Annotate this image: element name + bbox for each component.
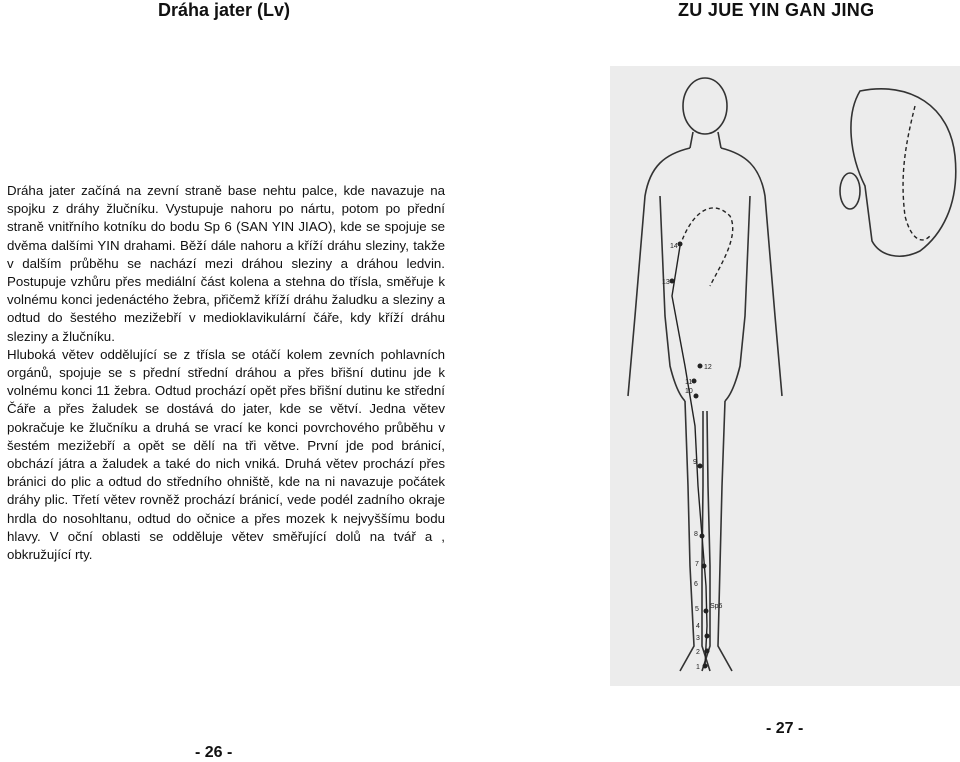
point-8	[700, 534, 705, 539]
label-point-10: 10	[685, 388, 693, 395]
torso-right	[725, 196, 750, 401]
label-point-8: 8	[694, 531, 698, 538]
point-13	[670, 279, 675, 284]
left-page-number: - 26 -	[195, 744, 233, 761]
head-branch-line	[903, 106, 930, 240]
point-2	[705, 649, 710, 654]
meridian-illustration	[610, 66, 960, 686]
right-leg-outer	[718, 401, 732, 671]
left-page-title: Dráha jater (Lv)	[158, 0, 291, 20]
label-point-1: 1	[696, 664, 700, 671]
label-point-11: 11	[685, 379, 693, 386]
ear-outline	[840, 173, 860, 209]
label-point-13: 13	[662, 279, 670, 286]
right-page-number: - 27 -	[766, 720, 804, 737]
point-10	[694, 394, 699, 399]
point-3	[705, 634, 710, 639]
label-point-12: 12	[704, 364, 712, 371]
right-arm-outline	[721, 148, 782, 396]
deep-branch-line	[680, 208, 733, 286]
point-14	[678, 242, 683, 247]
point-12	[698, 364, 703, 369]
body-text	[7, 182, 445, 564]
paragraph-deep-branch: Hluboká větev oddělující se z třísla se otáčí kolem zevních pohlavních orgánů, spojuje se s přední střední dráhou a přes břišní dutinu jde k volnému konci 11 žebra. Odtud prochází opět přes břišní dutinu ke střední Čáře a přes žaludek se dostává do jater, kde se větví. Jedna větev pokračuje ke žlučníku a druhá se vrací ke konci povrchového průběhu v šestém mezižebří a opět se dělí na tři větve. První jde pod bránicí, obchází játra a žaludek a také do nich vniká. Druhá větev prochází přes bránici do plic a odtud do středního ohniště, kde na ni navazuje počátek dráhy plic. Třetí větev rovněž prochází bránicí, vede podél zadního okraje hrdla do nosohltanu, odtud do očnice a přes mozek k nejvyššímu bodu hlavy. V oční oblasti se odděluje větev směřující dolů na tvář a , obkružující rty.	[7, 346, 445, 563]
label-point-5: 5	[695, 606, 699, 613]
point-7	[702, 564, 707, 569]
point-1	[703, 664, 708, 669]
label-point-6: 6	[694, 581, 698, 588]
left-leg-outer	[680, 401, 694, 671]
label-point-3: 3	[696, 635, 700, 642]
paragraph-surface-path: Dráha jater začíná na zevní straně base nehtu palce, kde navazuje na spojku z dráhy žlučníku. Vystupuje nahoru po nártu, potom po přední straně vnitřního kotníku do bodu Sp 6 (SAN YIN JIAO), kde se spojuje se dvěma dalšími YIN drahami. Běží dále nahoru a kříží dráhu sleziny, takže v dalším průběhu se nachází mezi dráhou sleziny a dráhou ledvin. Postupuje vzhůru přes mediální část kolena a stehna do třísla, směřuje k volnému konci jedenáctého žebra, přičemž kříží dráhu žaludku a sleziny a odtud do šestého mezižebří v medioklavikulární čáře, kdy kříží dráhu sleziny a žlučníku.	[7, 183, 445, 344]
point-9	[698, 464, 703, 469]
profile-head-outline	[851, 89, 956, 256]
head-outline	[683, 78, 727, 134]
label-point-2: 2	[696, 649, 700, 656]
body-figure-drawing	[610, 66, 960, 686]
point-5	[704, 609, 709, 614]
label-point-4: 4	[696, 623, 700, 630]
label-point-sp6: Sp6	[710, 603, 723, 610]
label-point-9: 9	[693, 459, 697, 466]
right-page-title: ZU JUE YIN GAN JING	[678, 0, 875, 20]
label-point-14: 14	[670, 243, 678, 250]
left-arm-outline	[628, 148, 693, 396]
label-point-7: 7	[695, 561, 699, 568]
